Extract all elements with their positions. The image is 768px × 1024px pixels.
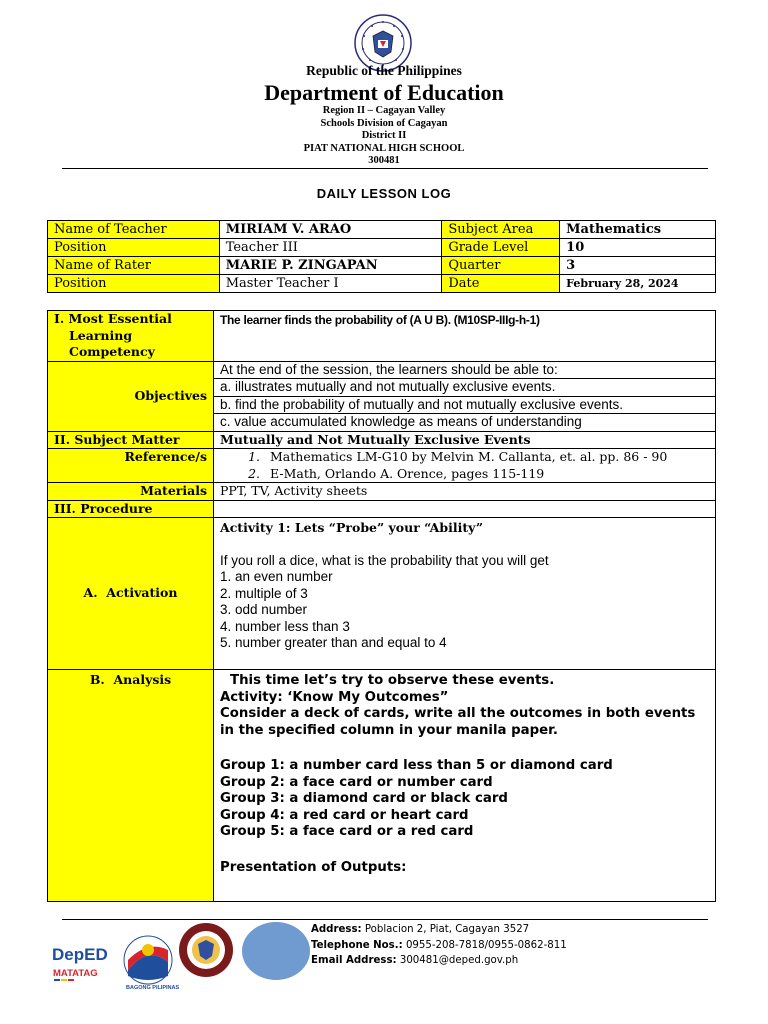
phone-label: Telephone Nos.:	[311, 939, 403, 951]
activity-item: 5. number greater than and equal to 4	[220, 635, 447, 650]
position-label: Position	[48, 239, 220, 257]
objective-b: b. find the probability of mutually and not mutually exclusive events.	[214, 396, 716, 414]
placeholder-circle	[242, 922, 310, 980]
grade-label: Grade Level	[442, 239, 560, 257]
competency-label-line: I. Most Essential	[54, 311, 172, 326]
competency-label-line: Learning	[69, 327, 133, 343]
activation-content	[214, 518, 716, 670]
reference-number: 2.	[248, 465, 260, 481]
grade-value: 10	[560, 239, 716, 257]
group-item: Group 3: a diamond card or black card	[220, 791, 508, 806]
bagong-text: BAGONG PILIPINAS	[126, 985, 180, 991]
date-value: February 28, 2024	[560, 275, 716, 293]
table-row	[48, 518, 716, 670]
footer-contact	[311, 922, 567, 969]
teacher-label: Name of Teacher	[48, 221, 220, 239]
table-row	[48, 361, 716, 379]
group-item: Group 4: a red card or heart card	[220, 807, 469, 823]
bagong-pilipinas-logo	[124, 936, 180, 991]
competency-label	[48, 311, 214, 362]
objective-a: a. illustrates mutually and not mutually exclusive events.	[214, 379, 716, 397]
table-row	[48, 449, 716, 483]
group-item: Group 2: a face card or number card	[220, 774, 493, 790]
procedure-label: III. Procedure	[48, 500, 214, 518]
department-heading: Department of Education	[264, 80, 504, 105]
objectives-intro: At the end of the session, the learners should be able to:	[214, 361, 716, 379]
teacher-info-table	[47, 220, 716, 293]
table-row	[48, 500, 716, 518]
position-value: Teacher III	[219, 239, 442, 257]
analysis-label: B. Analysis	[48, 670, 214, 902]
table-row	[48, 670, 716, 902]
republic-heading: Republic of the Philippines	[306, 63, 462, 78]
phone-line	[311, 938, 567, 954]
group-item: Group 1: a number card less than 5 or diamond card	[220, 758, 613, 773]
analysis-intro: This time let’s try to observe these events.	[230, 673, 555, 688]
analysis-activity: Activity: ‘Know My Outcomes”	[220, 689, 449, 705]
analysis-content	[214, 670, 716, 902]
reference-number: 1.	[248, 449, 260, 464]
reference-text: E-Math, Orlando A. Orence, pages 115-119	[270, 465, 545, 481]
subject-value: Mathematics	[560, 221, 716, 239]
activity-title: Activity 1: Lets “Probe” your “Ability”	[220, 520, 484, 535]
rater-label: Name of Rater	[48, 257, 220, 275]
objectives-label-text: Objectives	[134, 387, 207, 403]
teacher-value: MIRIAM V. ARAO	[219, 221, 442, 239]
footer-logos	[48, 920, 310, 992]
activation-label: A. Activation	[48, 518, 214, 670]
school-line: PIAT NATIONAL HIGH SCHOOL	[303, 142, 465, 154]
competency-text	[214, 311, 716, 362]
address-label: Address:	[311, 924, 362, 935]
table-row	[48, 431, 716, 449]
procedure-blank	[214, 500, 716, 518]
competency-label-line: Competency	[69, 344, 155, 359]
quarter-value: 3	[560, 257, 716, 275]
reference-item	[220, 466, 709, 483]
division-seal-logo	[179, 923, 233, 977]
email-label: Email Address:	[311, 955, 397, 966]
phone-value: 0955-208-7818/0955-0862-811	[405, 939, 567, 951]
presentation-heading: Presentation of Outputs:	[220, 859, 407, 875]
email-line	[311, 953, 567, 969]
group-item: Group 5: a face card or a red card	[220, 824, 474, 839]
activity-question: If you roll a dice, what is the probability that you will get	[220, 552, 549, 568]
lesson-plan-table	[47, 310, 716, 902]
activity-item: 2. multiple of 3	[220, 585, 308, 601]
table-row	[48, 239, 716, 257]
table-row	[48, 221, 716, 239]
table-row	[48, 483, 716, 501]
objective-c: c. value accumulated knowledge as means of understanding	[214, 414, 716, 432]
materials-label: Materials	[48, 483, 214, 501]
division-line: Schools Division of Cagayan	[320, 117, 448, 129]
email-value[interactable]: 300481@deped.gov.ph	[399, 955, 519, 966]
subject-matter-text: Mutually and Not Mutually Exclusive Events	[214, 431, 716, 449]
rater-position-value: Master Teacher I	[219, 275, 442, 293]
header-divider	[62, 168, 708, 169]
reference-item	[220, 449, 709, 466]
region-line: Region II – Cagayan Valley	[322, 105, 446, 116]
activity-item: 3. odd number	[220, 602, 308, 617]
deped-logo-text: DepED	[52, 945, 108, 964]
subject-matter-label: II. Subject Matter	[48, 431, 214, 449]
table-row	[48, 257, 716, 275]
school-id-line: 300481	[368, 155, 400, 166]
analysis-instruction: Consider a deck of cards, write all the outcomes in both events in the specified column in your manila paper.	[220, 706, 696, 738]
district-line: District II	[361, 130, 407, 141]
deped-matatag-logo	[52, 945, 108, 981]
activity-item: 1. an even number	[220, 569, 333, 584]
table-row	[48, 275, 716, 293]
reference-text: Mathematics LM-G10 by Melvin M. Callanta, et. al. pp. 86 - 90	[270, 449, 668, 464]
rater-value: MARIE P. ZINGAPAN	[219, 257, 442, 275]
address-value: Poblacion 2, Piat, Cagayan 3527	[364, 924, 530, 935]
subject-label: Subject Area	[442, 221, 560, 239]
objectives-label	[48, 361, 214, 431]
reference-list	[214, 449, 716, 483]
address-line	[311, 922, 567, 938]
activity-item: 4. number less than 3	[220, 618, 350, 634]
materials-text: PPT, TV, Activity sheets	[214, 483, 716, 501]
rater-position-label: Position	[48, 275, 220, 293]
quarter-label: Quarter	[442, 257, 560, 275]
competency-text-content: The learner finds the probability of (A U B). (M10SP-IIIg-h-1)	[220, 313, 540, 327]
date-label: Date	[442, 275, 560, 293]
matatag-text: MATATAG	[53, 968, 98, 979]
document-title: DAILY LESSON LOG	[316, 186, 452, 201]
table-row	[48, 311, 716, 362]
reference-label: Reference/s	[48, 449, 214, 483]
